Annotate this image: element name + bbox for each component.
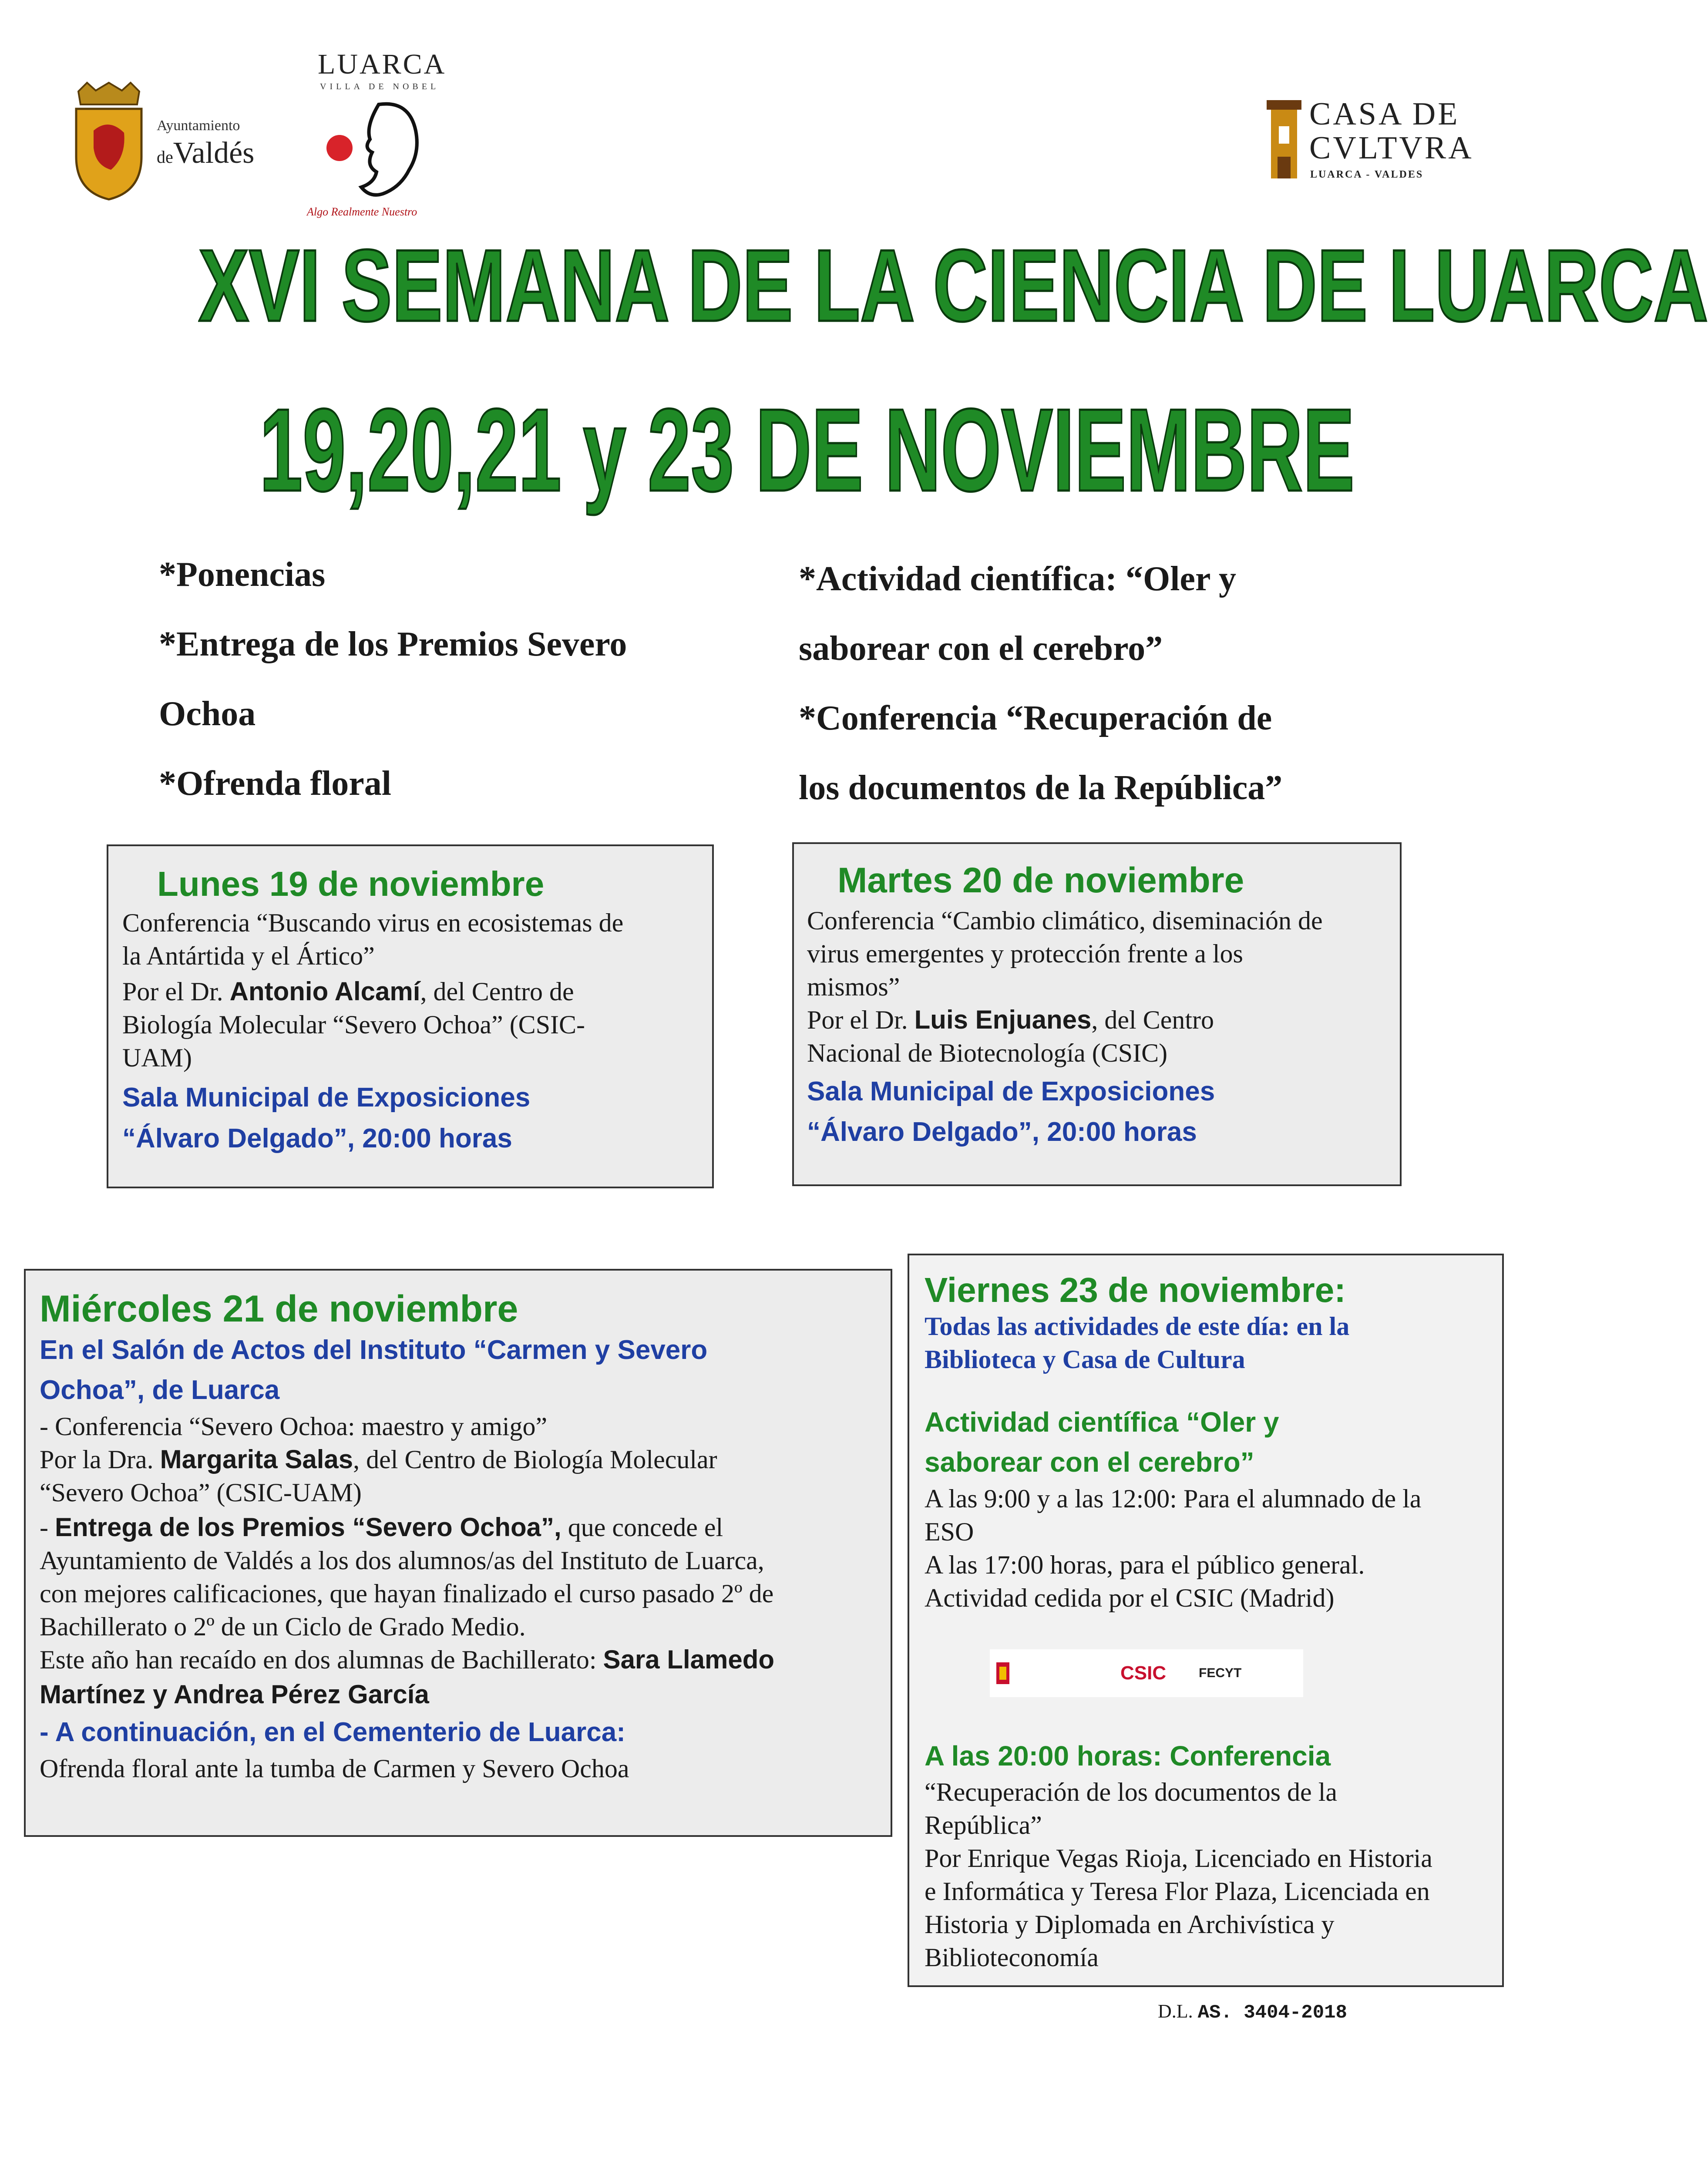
monday-institution-line: Biología Molecular “Severo Ochoa” (CSIC-: [122, 1010, 585, 1039]
friday-conference-line: República”: [925, 1811, 1042, 1840]
friday-schedule-line: ESO: [925, 1517, 974, 1546]
wednesday-winners-line: Este año han recaído en dos alumnas de Bachillerato: Sara Llamedo: [40, 1645, 775, 1674]
highlight-item: Ochoa: [159, 695, 256, 733]
highlight-item: *Ponencias: [159, 555, 326, 594]
friday-schedule-line: Actividad cedida por el CSIC (Madrid): [925, 1584, 1335, 1612]
wednesday-conference: - Conferencia “Severo Ochoa: maestro y amigo”: [40, 1412, 548, 1441]
wednesday-place-line: En el Salón de Actos del Instituto “Carmen y Severo: [40, 1335, 708, 1365]
friday-schedule-line: A las 17:00 horas, para el público general.: [925, 1550, 1365, 1579]
friday-speakers-line: Por Enrique Vegas Rioja, Licenciado en Historia: [925, 1844, 1432, 1873]
tuesday-speaker-line: Por el Dr. Luis Enjuanes, del Centro: [807, 1005, 1214, 1034]
highlights-left: [159, 540, 627, 818]
wednesday-award-line: con mejores calificaciones, que hayan finalizado el curso pasado 2º de: [40, 1579, 774, 1608]
friday-speakers-line: e Informática y Teresa Flor Plaza, Licenciada en: [925, 1877, 1430, 1906]
friday-activity-title: Actividad científica “Oler y: [925, 1406, 1279, 1438]
casa-line-1: CASA DE: [1309, 96, 1460, 132]
valdes-ayuntamiento-label: Ayuntamiento: [157, 118, 240, 134]
wednesday-place-line: Ochoa”, de Luarca: [40, 1375, 280, 1405]
monday-speaker: Antonio Alcamí: [229, 977, 420, 1006]
casa-line-2: CVLTVRA: [1309, 130, 1474, 166]
monday-heading: Lunes 19 de noviembre: [157, 864, 545, 903]
friday-note-line: Biblioteca y Casa de Cultura: [925, 1345, 1245, 1374]
monday-venue-time: “Álvaro Delgado”, 20:00 horas: [122, 1123, 512, 1153]
friday-heading: Viernes 23 de noviembre:: [925, 1271, 1346, 1309]
friday-conference-line: “Recuperación de los documentos de la: [925, 1778, 1337, 1806]
wednesday-award-title: Entrega de los Premios “Severo Ochoa”,: [54, 1513, 561, 1542]
wednesday-heading: Miércoles 21 de noviembre: [40, 1288, 518, 1330]
tuesday-box: [792, 842, 1402, 1186]
luarca-logo: [300, 48, 447, 222]
wednesday-speaker: Margarita Salas: [160, 1445, 353, 1474]
tuesday-conference-line: Conferencia “Cambio climático, diseminación de: [807, 906, 1323, 935]
highlights-right: [799, 544, 1282, 823]
monday-conference-line: la Antártida y el Ártico”: [122, 942, 375, 970]
fecyt-logo: FECYT: [1199, 1666, 1242, 1680]
friday-activity-title: saborear con el cerebro”: [925, 1446, 1254, 1478]
wednesday-cemetery: - A continuación, en el Cementerio de Luarca:: [40, 1717, 625, 1747]
tuesday-conference-line: virus emergentes y protección frente a los: [807, 939, 1243, 968]
wednesday-winner: Sara Llamedo: [603, 1645, 775, 1674]
tuesday-venue-time: “Álvaro Delgado”, 20:00 horas: [807, 1117, 1197, 1147]
luarca-motto: Algo Realmente Nuestro: [307, 205, 417, 218]
friday-box: [908, 1254, 1504, 1987]
wednesday-award-line: Bachillerato o 2º de un Ciclo de Grado Medio.: [40, 1612, 526, 1641]
tuesday-conference-line: mismos”: [807, 972, 900, 1001]
luarca-wordmark: LUARCA: [318, 48, 447, 80]
wednesday-institution: “Severo Ochoa” (CSIC-UAM): [40, 1478, 362, 1507]
wednesday-award-line: - Entrega de los Premios “Severo Ochoa”, que concede el: [40, 1513, 723, 1542]
csic-logo: CSIC: [1120, 1662, 1167, 1684]
tuesday-institution-line: Nacional de Biotecnología (CSIC): [807, 1039, 1168, 1067]
highlight-item: *Ofrenda floral: [159, 764, 392, 803]
friday-schedule-line: A las 9:00 y a las 12:00: Para el alumnado de la: [925, 1484, 1422, 1513]
tuesday-heading: Martes 20 de noviembre: [837, 861, 1244, 900]
highlight-item: *Conferencia “Recuperación de: [799, 699, 1272, 737]
severo-ochoa-profile-icon: [322, 100, 435, 200]
castle-tower-icon: [1262, 100, 1306, 178]
wednesday-offering: Ofrenda floral ante la tumba de Carmen y Severo Ochoa: [40, 1754, 629, 1783]
luarca-villa-label: VILLA DE NOBEL: [320, 82, 440, 91]
monday-venue: Sala Municipal de Exposiciones: [122, 1083, 531, 1113]
event-title: XVI SEMANA DE LA CIENCIA DE LUARCA: [198, 228, 1708, 343]
monday-institution-line: UAM): [122, 1043, 192, 1072]
spain-government-crest-icon: [994, 1658, 1012, 1688]
tuesday-speaker: Luis Enjuanes: [914, 1005, 1092, 1034]
highlight-item: saborear con el cerebro”: [799, 629, 1163, 668]
tuesday-venue: Sala Municipal de Exposiciones: [807, 1076, 1215, 1106]
highlight-item: *Entrega de los Premios Severo: [159, 625, 627, 663]
highlight-item: *Actividad científica: “Oler y: [799, 560, 1236, 598]
wednesday-winners-line: Martínez y Andrea Pérez García: [40, 1680, 429, 1709]
friday-speakers-line: Historia y Diplomada en Archivística y: [925, 1910, 1335, 1939]
ayuntamiento-valdes-logo: [70, 83, 296, 200]
friday-conference-heading: A las 20:00 horas: Conferencia: [925, 1740, 1331, 1772]
highlight-item: los documentos de la República”: [799, 769, 1283, 807]
monday-conference-line: Conferencia “Buscando virus en ecosistemas de: [122, 908, 624, 937]
valdes-name: deValdés: [157, 136, 255, 170]
monday-box: [107, 844, 714, 1188]
monday-speaker-line: Por el Dr. Antonio Alcamí, del Centro de: [122, 977, 574, 1006]
casa-subtitle: LUARCA - VALDES: [1310, 169, 1424, 180]
friday-speakers-line: Biblioteconomía: [925, 1943, 1099, 1972]
sponsor-logos: [990, 1649, 1303, 1697]
event-dates: 19,20,21 y 23 DE NOVIEMBRE: [259, 385, 1355, 516]
friday-note-line: Todas las actividades de este día: en la: [925, 1312, 1350, 1341]
valdes-coat-of-arms-icon: [70, 83, 148, 200]
wednesday-box: [24, 1269, 892, 1837]
wednesday-speaker-line: Por la Dra. Margarita Salas, del Centro de Biología Molecular: [40, 1445, 717, 1474]
casa-de-cultura-logo: [1262, 96, 1474, 183]
wednesday-award-line: Ayuntamiento de Valdés a los dos alumnos/as del Instituto de Luarca,: [40, 1546, 764, 1575]
legal-deposit: D.L. AS. 3404-2018: [1158, 2001, 1347, 2024]
